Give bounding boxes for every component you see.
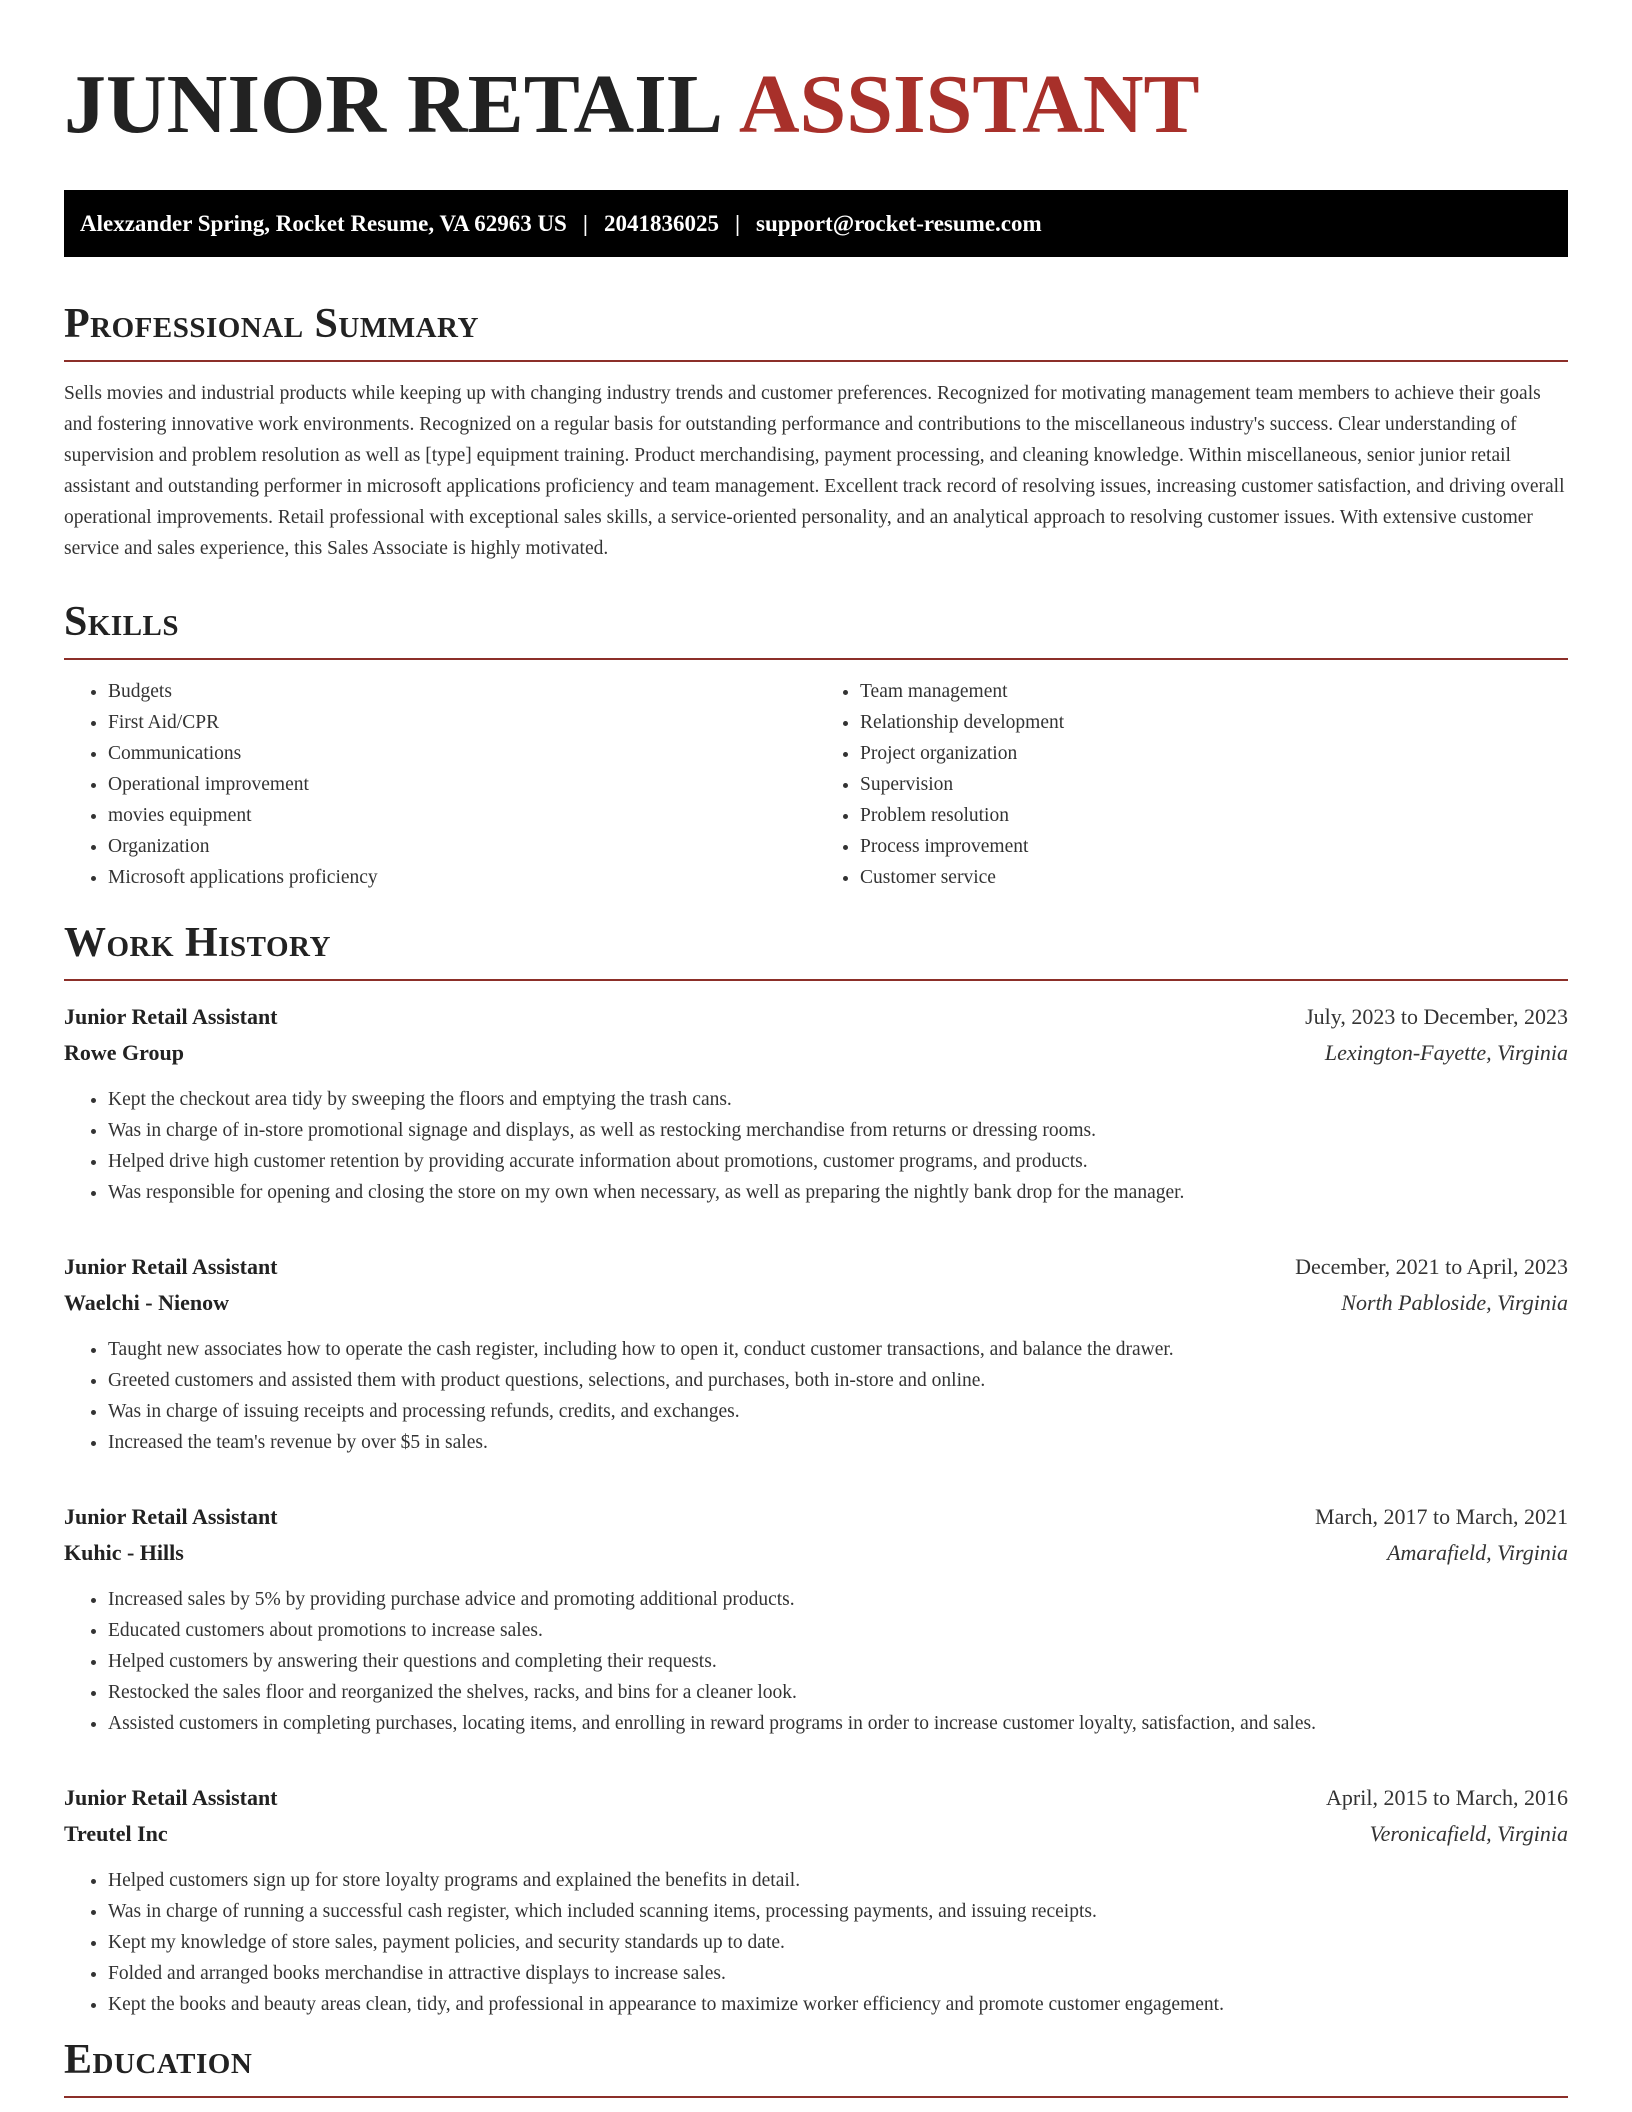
job-bullet: • Folded and arranged books merchandise in attractive displays to increase sales.: [108, 1958, 1568, 1989]
job-bullet: • Taught new associates how to operate the cash register, including how to open it, conduct customer transactions, and balance the drawer.: [108, 1334, 1568, 1365]
job-bullet: • Was in charge of issuing receipts and processing refunds, credits, and exchanges.: [108, 1396, 1568, 1427]
job-dates: March, 2017 to March, 2021: [1315, 1504, 1568, 1529]
skill-item: • Customer service: [860, 862, 1568, 893]
job-bullet: • Helped drive high customer retention by providing accurate information about promotions, customer programs, and products.: [108, 1146, 1568, 1177]
title-part-2: ASSISTANT: [738, 58, 1200, 151]
job-entry: [64, 999, 1568, 1208]
education-section: [64, 2036, 1568, 2098]
job-entry: [64, 1249, 1568, 1458]
skill-item: • Microsoft applications proficiency: [108, 862, 816, 893]
job-bullet: • Kept the checkout area tidy by sweeping the floors and emptying the trash cans.: [108, 1084, 1568, 1115]
job-header-row: [64, 1249, 1568, 1285]
job-bullets: [64, 1334, 1568, 1458]
job-dates: July, 2023 to December, 2023: [1305, 1004, 1568, 1029]
skill-item: • Operational improvement: [108, 769, 816, 800]
job-company: Treutel Inc: [64, 1821, 168, 1846]
skills-column-right: [816, 676, 1568, 893]
job-bullets: [64, 1084, 1568, 1208]
job-location: Lexington-Fayette, Virginia: [1324, 1040, 1568, 1065]
job-bullet: • Was in charge of in-store promotional signage and displays, as well as restocking merchandise from returns or dressing rooms.: [108, 1115, 1568, 1146]
job-bullet: • Increased the team's revenue by over $5 in sales.: [108, 1427, 1568, 1458]
job-bullet: • Kept the books and beauty areas clean, tidy, and professional in appearance to maximize worker efficiency and promote customer engagement.: [108, 1989, 1568, 2020]
job-company: Kuhic - Hills: [64, 1540, 184, 1565]
job-entry: [64, 1499, 1568, 1739]
section-divider: [64, 979, 1568, 981]
job-title: Junior Retail Assistant: [64, 1254, 278, 1279]
section-title-work-history: Work History: [64, 920, 331, 966]
skill-item: • Supervision: [860, 769, 1568, 800]
contact-separator: |: [582, 211, 588, 236]
skills-column-left: [64, 676, 816, 893]
skill-item: • Problem resolution: [860, 800, 1568, 831]
skill-item: • movies equipment: [108, 800, 816, 831]
skill-item: • Communications: [108, 738, 816, 769]
title-part-1: JUNIOR RETAIL: [64, 58, 723, 151]
job-location: North Pabloside, Virginia: [1341, 1290, 1568, 1315]
skill-item: • Process improvement: [860, 831, 1568, 862]
contact-email[interactable]: support@rocket-resume.com: [756, 211, 1042, 236]
job-bullet: • Kept my knowledge of store sales, payment policies, and security standards up to date.: [108, 1927, 1568, 1958]
job-company-row: [64, 1816, 1568, 1852]
skill-item: • First Aid/CPR: [108, 707, 816, 738]
job-bullet: • Restocked the sales floor and reorganized the shelves, racks, and bins for a cleaner look.: [108, 1677, 1568, 1708]
job-title: Junior Retail Assistant: [64, 1004, 278, 1029]
summary-text: Sells movies and industrial products while keeping up with changing industry trends and customer preferences. Recognized for motivating management team members to achieve their goals and fostering innovative work environments. Recognized on a regular basis for outstanding performance and contributions to the miscellaneous industry's success. Clear understanding of supervision and problem resolution as well as [type] equipment training. Product merchandising, payment processing, and cleaning knowledge. Within miscellaneous, senior junior retail assistant and outstanding performer in microsoft applications proficiency and team management. Excellent track record of resolving issues, increasing customer satisfaction, and driving overall operational improvements. Retail professional with exceptional sales skills, a service-oriented personality, and an analytical approach to resolving customer issues. With extensive customer service and sales experience, this Sales Associate is highly motivated.: [64, 383, 1565, 559]
job-title: Junior Retail Assistant: [64, 1504, 278, 1529]
job-company-row: [64, 1535, 1568, 1571]
job-dates: December, 2021 to April, 2023: [1295, 1254, 1568, 1279]
job-bullet: • Educated customers about promotions to increase sales.: [108, 1615, 1568, 1646]
job-title: Junior Retail Assistant: [64, 1785, 278, 1810]
section-title-education: Education: [64, 2037, 253, 2083]
job-header-row: [64, 1499, 1568, 1535]
job-bullet: • Greeted customers and assisted them with product questions, selections, and purchases, both in-store and online.: [108, 1365, 1568, 1396]
skill-item: • Project organization: [860, 738, 1568, 769]
job-company: Waelchi - Nienow: [64, 1290, 229, 1315]
job-header-row: [64, 1780, 1568, 1816]
professional-summary-section: [64, 300, 1568, 564]
job-bullets: [64, 1584, 1568, 1739]
job-bullet: • Assisted customers in completing purchases, locating items, and enrolling in reward programs in order to increase customer loyalty, satisfaction, and sales.: [108, 1708, 1568, 1739]
job-location: Veronicafield, Virginia: [1369, 1821, 1568, 1846]
job-bullets: [64, 1865, 1568, 2020]
job-header-row: [64, 999, 1568, 1035]
contact-separator: |: [734, 211, 741, 236]
job-bullet: • Was in charge of running a successful cash register, which included scanning items, processing payments, and issuing receipts.: [108, 1896, 1568, 1927]
skill-item: • Relationship development: [860, 707, 1568, 738]
skills-grid: [64, 676, 1568, 893]
skill-item: • Team management: [860, 676, 1568, 707]
contact-phone: 2041836025: [603, 211, 719, 236]
job-company: Rowe Group: [64, 1040, 184, 1065]
section-title-summary: Professional Summary: [64, 301, 479, 347]
contact-address: Alexzander Spring, Rocket Resume, VA 62963 US: [80, 211, 567, 236]
section-divider: [64, 360, 1568, 362]
job-dates: April, 2015 to March, 2016: [1326, 1785, 1568, 1810]
job-bullet: • Increased sales by 5% by providing purchase advice and promoting additional products.: [108, 1584, 1568, 1615]
job-bullet: • Was responsible for opening and closing the store on my own when necessary, as well as preparing the nightly bank drop for the manager.: [108, 1177, 1568, 1208]
job-location: Amarafield, Virginia: [1387, 1540, 1568, 1565]
section-title-skills: Skills: [64, 599, 180, 645]
job-bullet: • Helped customers sign up for store loyalty programs and explained the benefits in detail.: [108, 1865, 1568, 1896]
resume-title: [64, 58, 1568, 151]
work-history-section: [64, 919, 1568, 2020]
job-bullet: • Helped customers by answering their questions and completing their requests.: [108, 1646, 1568, 1677]
skill-item: • Budgets: [108, 676, 816, 707]
job-company-row: [64, 1035, 1568, 1071]
skills-section: [64, 598, 1568, 893]
section-divider: [64, 2096, 1568, 2098]
job-company-row: [64, 1285, 1568, 1321]
section-divider: [64, 658, 1568, 660]
skill-item: • Organization: [108, 831, 816, 862]
job-entry: [64, 1780, 1568, 2020]
contact-bar: [64, 190, 1568, 257]
